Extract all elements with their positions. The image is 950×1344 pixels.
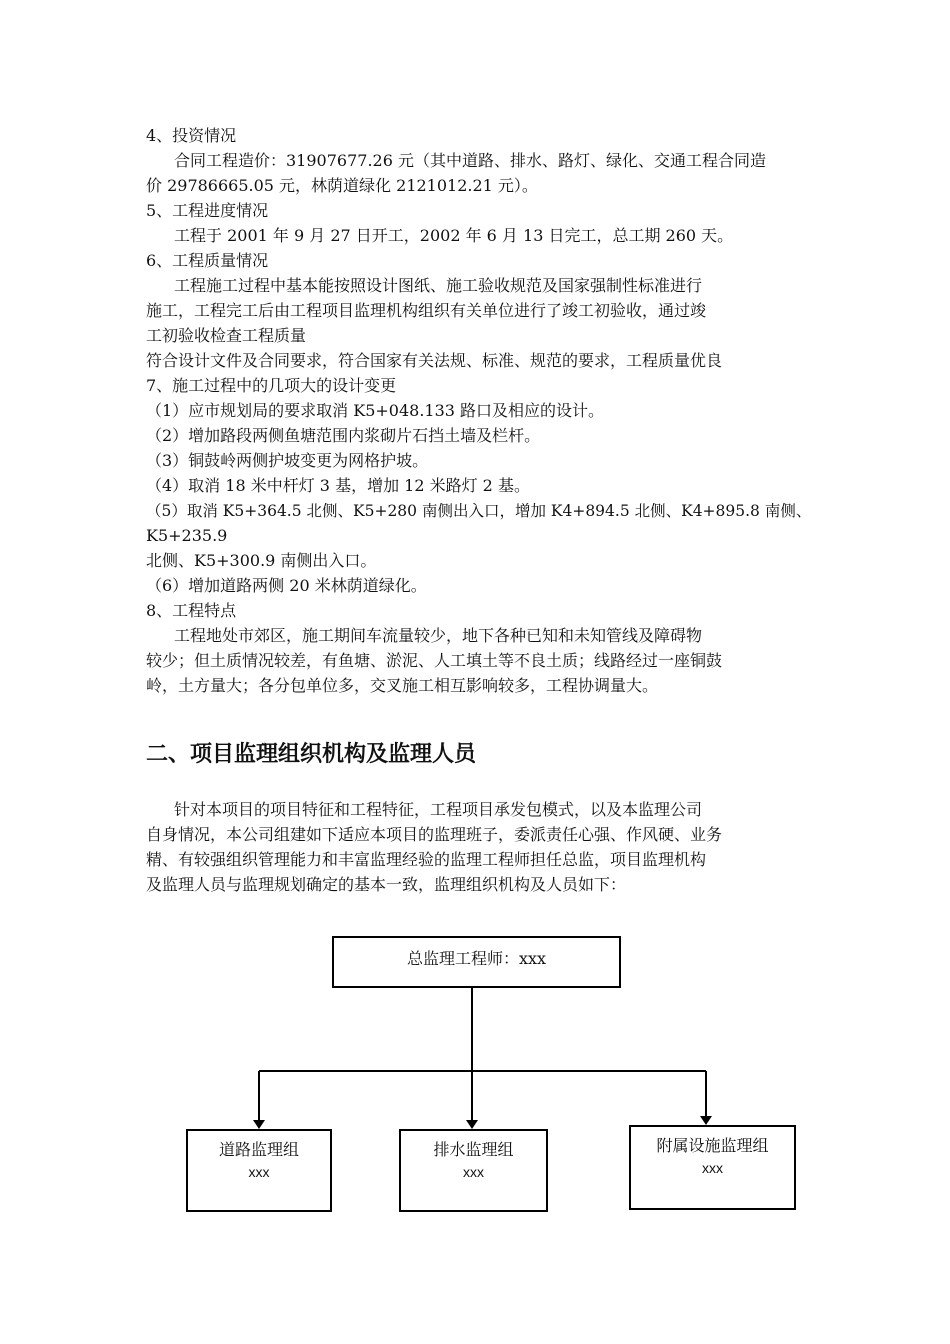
section4-text-line2: 价 29786665.05 元，林荫道绿化 2121012.21 元）。 xyxy=(146,176,538,195)
chief-supervisor-box xyxy=(332,936,621,988)
drainage-group-title: 排水监理组 xyxy=(433,1140,514,1159)
section6-text-line1: 工程施工过程中基本能按照设计图纸、施工验收规范及国家强制性标准进行 xyxy=(174,276,703,295)
section8-heading: 8、工程特点 xyxy=(146,601,237,620)
section6-heading: 6、工程质量情况 xyxy=(146,251,269,270)
road-group-person: xxx xyxy=(248,1164,270,1180)
change-item-3: （3）铜鼓岭两侧护坡变更为网格护坡。 xyxy=(146,451,429,470)
section5-heading: 5、工程进度情况 xyxy=(146,201,269,220)
part2-title: 二、项目监理组织机构及监理人员 xyxy=(146,742,477,767)
arrowhead-left xyxy=(253,1120,265,1129)
change-item-6: （6）增加道路两侧 20 米林荫道绿化。 xyxy=(146,576,427,595)
road-supervision-box xyxy=(186,1129,332,1212)
section4-heading: 4、投资情况 xyxy=(146,126,237,145)
section6-text-line3: 工初验收检查工程质量 xyxy=(146,326,307,345)
section7-heading: 7、施工过程中的几项大的设计变更 xyxy=(146,376,397,395)
drainage-group-person: xxx xyxy=(463,1164,484,1180)
drainage-supervision-box xyxy=(399,1129,548,1212)
section6-text-line4: 符合设计文件及合同要求，符合国家有关法规、标准、规范的要求，工程质量优良 xyxy=(146,351,723,370)
part2-text-line2: 自身情况，本公司组建如下适应本项目的监理班子，委派责任心强、作风硬、业务 xyxy=(146,825,723,844)
road-group-title: 道路监理组 xyxy=(218,1140,299,1159)
change-item-2: （2）增加路段两侧鱼塘范围内浆砌片石挡土墙及栏杆。 xyxy=(146,426,541,445)
arrowhead-right xyxy=(700,1116,712,1125)
change-item-5-line2: K5+235.9 xyxy=(146,526,228,545)
section8-text-line2: 较少；但土质情况较差，有鱼塘、淤泥、人工填土等不良土质；线路经过一座铜鼓 xyxy=(146,651,723,670)
change-item-5-line3: 北侧、K5+300.9 南侧出入口。 xyxy=(146,551,377,570)
change-item-4: （4）取消 18 米中杆灯 3 基，增加 12 米路灯 2 基。 xyxy=(146,476,530,495)
ancillary-group-title: 附属设施监理组 xyxy=(656,1136,769,1155)
section8-text-line1: 工程地处市郊区，施工期间车流量较少，地下各种已知和未知管线及障碍物 xyxy=(174,626,703,645)
change-item-1: （1）应市规划局的要求取消 K5+048.133 路口及相应的设计。 xyxy=(146,401,605,420)
part2-text-line1: 针对本项目的项目特征和工程特征，工程项目承发包模式，以及本监理公司 xyxy=(174,800,703,819)
section5-text-line1: 工程于 2001 年 9 月 27 日开工，2002 年 6 月 13 日完工，总工期 260 天。 xyxy=(174,226,734,245)
ancillary-group-person: xxx xyxy=(702,1160,723,1176)
part2-text-line4: 及监理人员与监理规划确定的基本一致，监理组织机构及人员如下： xyxy=(146,875,627,894)
part2-text-line3: 精、有较强组织管理能力和丰富监理经验的监理工程师担任总监，项目监理机构 xyxy=(146,850,707,869)
arrowhead-middle xyxy=(466,1120,478,1129)
section4-text-line1: 合同工程造价：31907677.26 元（其中道路、排水、路灯、绿化、交通工程合同造 xyxy=(174,151,766,170)
chief-supervisor-title: 总监理工程师：xxx xyxy=(406,949,547,968)
change-item-5-line1: （5）取消 K5+364.5 北侧、K5+280 南侧出入口，增加 K4+894.5 北侧、K4+895.8 南侧、 xyxy=(146,502,812,520)
section6-text-line2: 施工，工程完工后由工程项目监理机构组织有关单位进行了竣工初验收，通过竣 xyxy=(146,301,707,320)
section8-text-line3: 岭，土方量大；各分包单位多，交叉施工相互影响较多，工程协调量大。 xyxy=(146,676,659,695)
ancillary-supervision-box xyxy=(629,1125,796,1210)
